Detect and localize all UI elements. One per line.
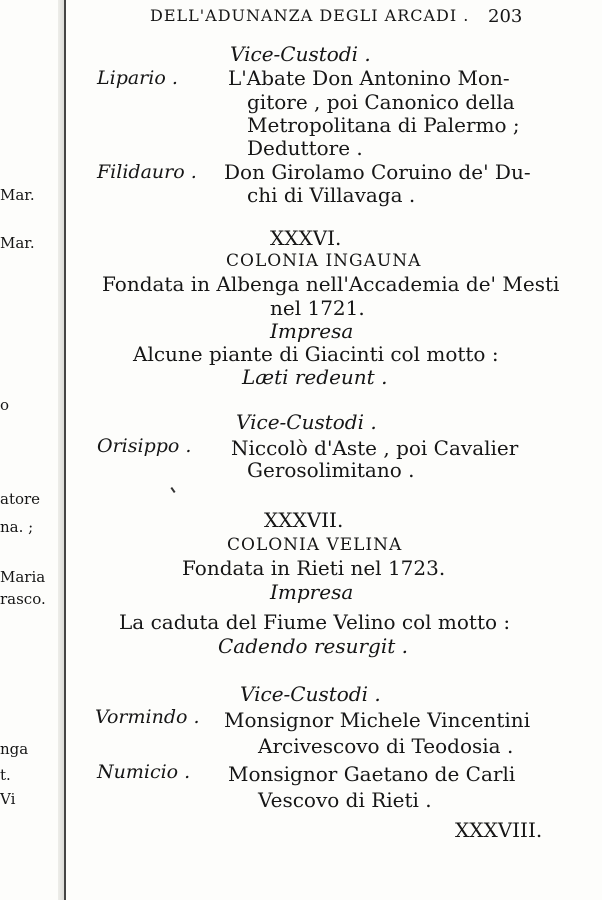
- entry-line: Don Girolamo Coruino de' Du-: [224, 160, 531, 184]
- motto: Cadendo resurgit .: [218, 634, 408, 658]
- entry-line: Niccolò d'Aste , poi Cavalier: [231, 436, 519, 460]
- colony-name: COLONIA INGAUNA: [226, 251, 422, 271]
- motto: Læti redeunt .: [242, 365, 388, 389]
- vice-custodi-heading: Vice-Custodi .: [236, 410, 377, 434]
- facing-fragment: t.: [0, 766, 11, 784]
- impresa-label: Impresa: [270, 580, 354, 604]
- impresa-text: La caduta del Fiume Velino col motto :: [119, 610, 511, 634]
- founded-line: Fondata in Albenga nell'Accademia de' Mesti: [102, 272, 560, 296]
- entry-line: L'Abate Don Antonino Mon-: [228, 66, 510, 90]
- impresa-text: Alcune piante di Giacinti col motto :: [133, 342, 499, 366]
- entry-line: Vescovo di Rieti .: [258, 788, 432, 812]
- arcadian-name: Filidauro .: [97, 161, 197, 183]
- facing-page-edge: [0, 0, 62, 900]
- catchword: XXXVIII.: [455, 818, 543, 842]
- colony-name: COLONIA VELINA: [227, 535, 403, 555]
- entry-line: Monsignor Michele Vincentini: [224, 708, 531, 732]
- entry-line: Deduttore .: [247, 136, 363, 160]
- facing-fragment: o: [0, 396, 10, 414]
- entry-line: Metropolitana di Palermo ;: [247, 113, 520, 137]
- entry-line: chi di Villavaga .: [247, 183, 416, 207]
- colony-numeral: XXXVII.: [264, 508, 344, 532]
- vice-custodi-heading: Vice-Custodi .: [240, 682, 381, 706]
- facing-fragment: Vi: [0, 790, 16, 808]
- entry-line: gitore , poi Canonico della: [247, 90, 515, 114]
- facing-fragment: na. ;: [0, 518, 34, 536]
- arcadian-name: Vormindo .: [95, 706, 200, 728]
- founded-line: nel 1721.: [270, 296, 365, 320]
- facing-fragment: Mar.: [0, 234, 35, 252]
- facing-fragment: atore: [0, 490, 41, 508]
- page-number: 203: [488, 6, 523, 27]
- colony-numeral: XXXVI.: [270, 226, 342, 250]
- facing-fragment: rasco.: [0, 590, 46, 608]
- vice-custodi-heading: Vice-Custodi .: [230, 42, 371, 66]
- entry-line: Gerosolimitano .: [247, 458, 415, 482]
- arcadian-name: Numicio .: [97, 761, 191, 783]
- ink-speck: [170, 487, 175, 493]
- arcadian-name: Orisippo .: [97, 435, 192, 457]
- arcadian-name: Lipario .: [97, 67, 178, 89]
- running-title: DELL'ADUNANZA DEGLI ARCADI .: [150, 6, 470, 25]
- entry-line: Arcivescovo di Teodosia .: [258, 734, 514, 758]
- facing-fragment: nga: [0, 740, 29, 758]
- impresa-label: Impresa: [270, 319, 354, 343]
- facing-fragment: Maria: [0, 568, 46, 586]
- gutter-line: [64, 0, 66, 900]
- founded-line: Fondata in Rieti nel 1723.: [182, 556, 446, 580]
- facing-fragment: Mar.: [0, 186, 35, 204]
- entry-line: Monsignor Gaetano de Carli: [228, 762, 516, 786]
